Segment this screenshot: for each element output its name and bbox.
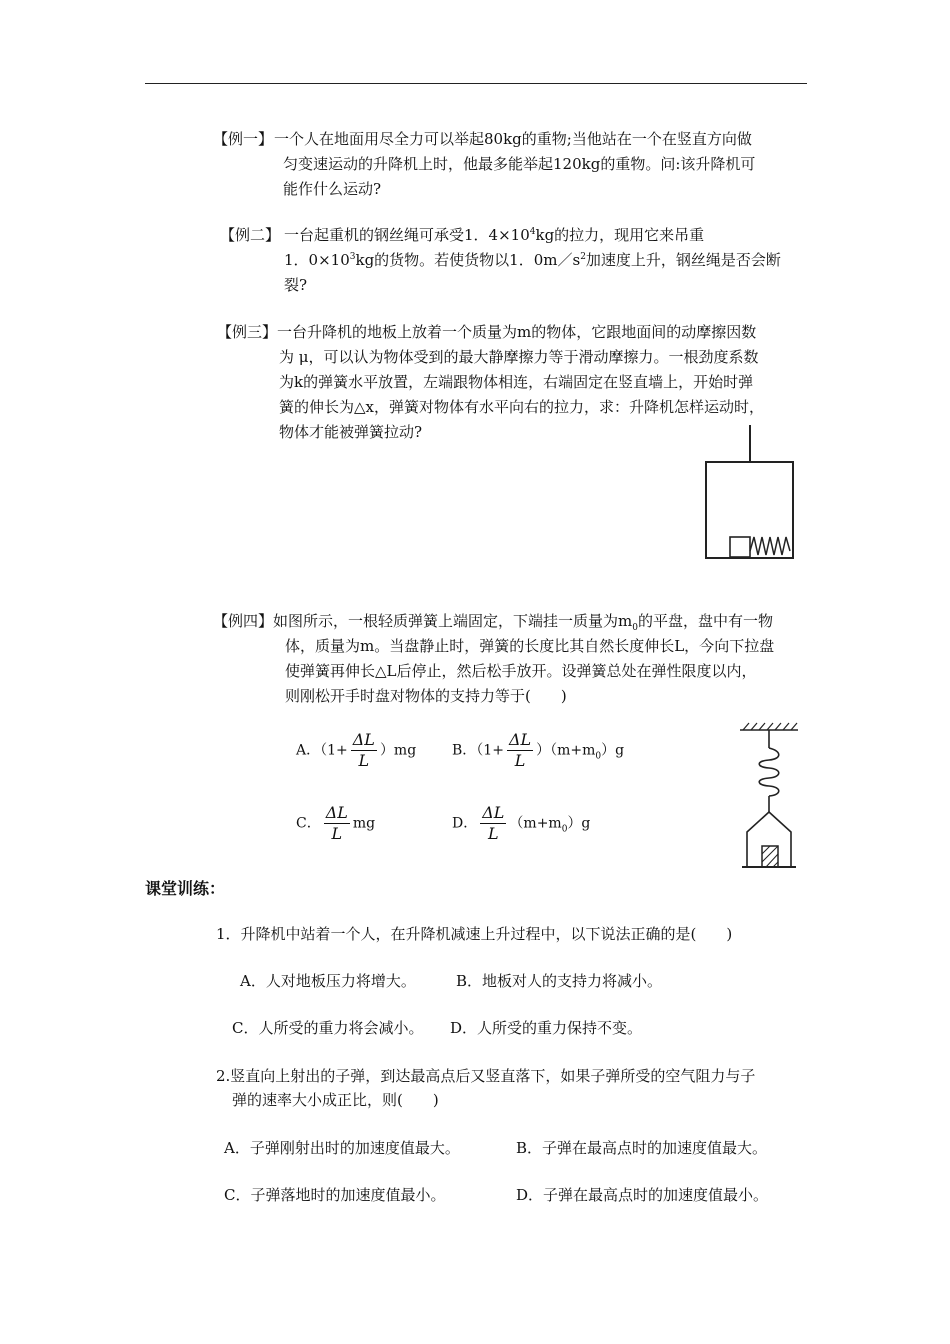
fraction-denominator: L: [358, 751, 370, 770]
example-2-line-1-post: kg的拉力，现用它来吊重: [535, 226, 705, 244]
option-d: [452, 803, 590, 844]
example-3-line-4: 簧的伸长为△x，弹簧对物体有水平向右的拉力，求：升降机怎样运动时，: [279, 398, 764, 416]
option-b-sub: 0: [595, 751, 602, 762]
example-1-line-2: 匀变速运动的升降机上时，他最多能举起120kg的重物。问:该升降机可: [283, 155, 756, 173]
option-d-pre: D．: [452, 815, 478, 832]
option-a-post: ）mg: [379, 742, 417, 759]
example-4-label: 【例四】: [213, 612, 274, 630]
question-2-line-1: 2.竖直向上射出的子弹，到达最高点后又竖直落下，如果子弹所受的空气阻力与子: [216, 1067, 756, 1085]
example-2-line-2-sup2: 2: [580, 252, 586, 262]
example-2-line-1: [284, 224, 704, 245]
option-c-post: mg: [352, 815, 376, 832]
option-b-post: ）（m+m: [536, 742, 596, 759]
question-1-option-c: C．人所受的重力将会减小。: [232, 1019, 424, 1037]
example-3-line-1: 一台升降机的地板上放着一个质量为m的物体，它跟地面间的动摩擦因数: [277, 323, 757, 341]
fraction-numerator: ΔL: [325, 803, 348, 822]
example-2-label: 【例二】: [220, 226, 281, 244]
example-2-line-1-sup: 4: [529, 227, 536, 237]
example-2-line-2-mid: kg的货物。若使货物以1．0m／s: [355, 251, 581, 269]
hanging-spring-pan-figure: [738, 722, 800, 870]
example-4-line-1-post: 的平盘，盘中有一物: [637, 612, 773, 630]
example-3-line-5: 物体才能被弹簧拉动?: [279, 423, 423, 441]
fraction-numerator: ΔL: [482, 803, 505, 822]
question-1-option-d: D．人所受的重力保持不变。: [450, 1019, 643, 1037]
option-c: [296, 803, 375, 844]
question-2-line-2: 弹的速率大小成正比，则( ): [232, 1091, 439, 1109]
option-b-tail: ）g: [601, 742, 625, 759]
option-d-tail: ）g: [567, 815, 591, 832]
example-3-label: 【例三】: [217, 323, 278, 341]
fraction-denominator: L: [331, 824, 343, 843]
question-1: 1．升降机中站着一个人，在升降机减速上升过程中，以下说法正确的是( ): [216, 925, 733, 943]
example-1-line-1: 一个人在地面用尽全力可以举起80kg的重物;当他站在一个在竖直方向做: [274, 130, 752, 148]
elevator-spring-figure: [700, 425, 800, 565]
example-4-line-1-sub: 0: [632, 623, 638, 633]
example-4-line-4: 则刚松开手时盘对物体的支持力等于( ): [285, 687, 567, 705]
example-4-line-3: 使弹簧再伸长△L后停止，然后松手放开。设弹簧总处在弹性限度以内，: [285, 662, 757, 680]
option-d-post: （m+m: [509, 815, 562, 832]
question-2-option-b: B．子弹在最高点时的加速度值最大。: [516, 1139, 768, 1157]
example-1-label: 【例一】: [213, 130, 274, 148]
option-b-pre: B．（1+: [452, 742, 504, 759]
fraction-numerator: ΔL: [508, 730, 532, 749]
example-1-line-3: 能作什么运动?: [283, 180, 382, 198]
section-title: 课堂训练：: [145, 879, 226, 898]
example-2-line-2-pre: 1．0×10: [284, 251, 350, 269]
example-2-line-1-pre: 一台起重机的钢丝绳可承受1．4×10: [284, 226, 530, 244]
question-2-option-c: C．子弹落地时的加速度值最小。: [224, 1186, 446, 1204]
fraction-delta-l-over-l: [480, 803, 506, 844]
example-2-line-2: [284, 249, 781, 270]
question-2-option-a: A．子弹刚射出时的加速度值最大。: [224, 1139, 460, 1157]
fraction-denominator: L: [488, 824, 499, 843]
option-a-pre: A．（1+: [296, 742, 348, 759]
example-3-line-3: 为k的弹簧水平放置，左端跟物体相连，右端固定在竖直墙上，开始时弹: [279, 373, 754, 391]
example-2-line-2-sup: 3: [349, 252, 356, 262]
question-1-option-a: A．人对地板压力将增大。: [240, 972, 416, 990]
fraction-denominator: L: [514, 751, 526, 770]
example-4-line-2: 体，质量为m。当盘静止时，弹簧的长度比其自然长度伸长L，今向下拉盘: [285, 637, 775, 655]
question-1-option-b: B．地板对人的支持力将减小。: [456, 972, 663, 990]
example-4-line-1-pre: 如图所示，一根轻质弹簧上端固定，下端挂一质量为m: [273, 612, 633, 630]
question-2-option-d: D．子弹在最高点时的加速度值最小。: [516, 1186, 769, 1204]
fraction-delta-l-over-l: [351, 730, 377, 771]
example-2-line-3: 裂?: [284, 276, 308, 294]
example-2-line-2-post: 加速度上升，钢丝绳是否会断: [585, 251, 781, 269]
fraction-delta-l-over-l: [507, 730, 533, 771]
header-rule: [145, 83, 807, 84]
option-d-sub: 0: [561, 824, 568, 835]
example-3-line-2: 为 μ，可以认为物体受到的最大静摩擦力等于滑动摩擦力。一根劲度系数: [279, 348, 759, 366]
fraction-numerator: ΔL: [352, 730, 375, 749]
option-a: [296, 730, 416, 771]
option-c-pre: C．: [296, 815, 321, 832]
example-4-line-1: [273, 610, 773, 633]
option-b: [452, 730, 624, 771]
fraction-delta-l-over-l: [324, 803, 350, 844]
